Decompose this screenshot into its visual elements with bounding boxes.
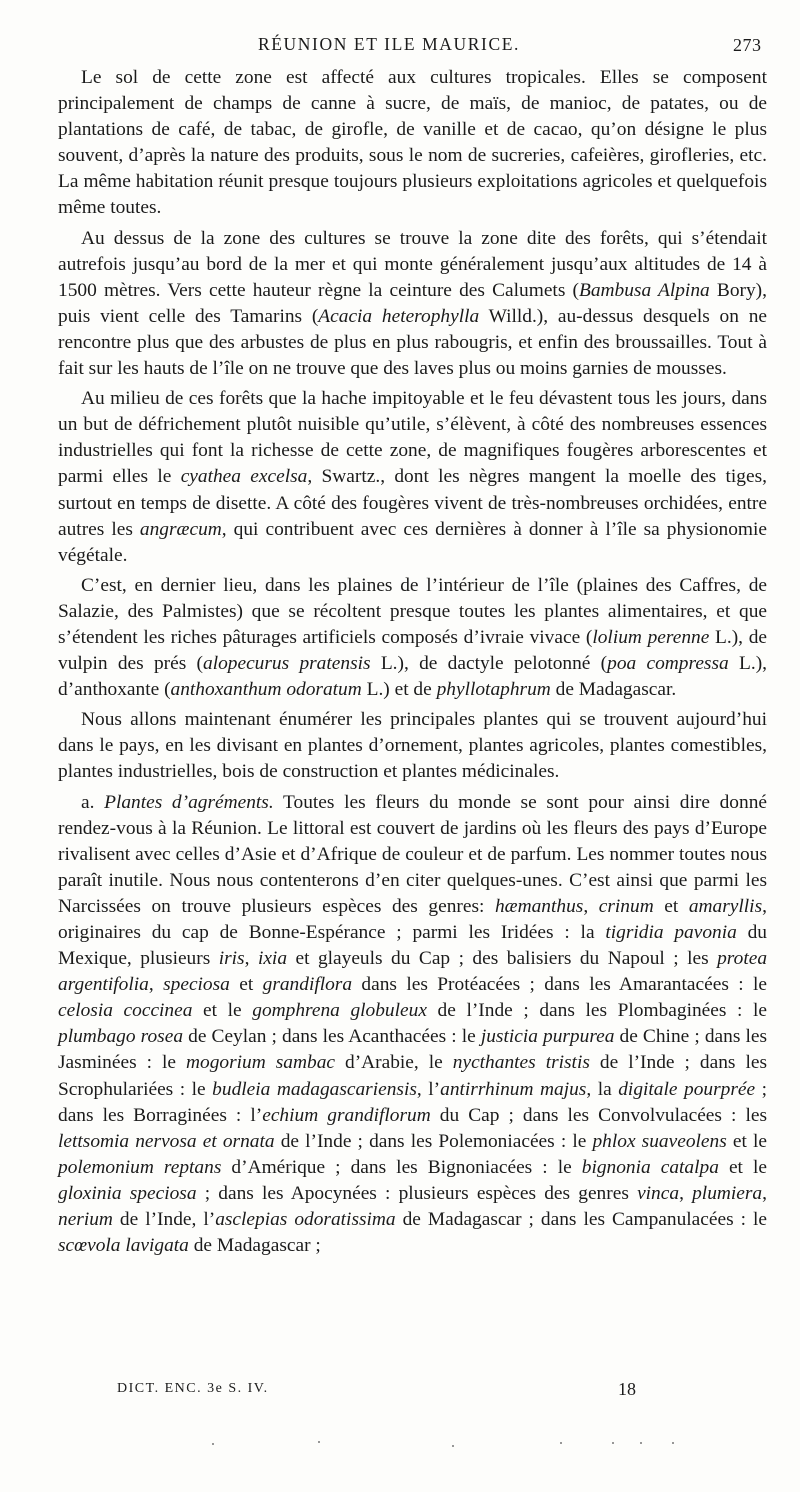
paragraph bbox=[58, 573, 767, 703]
text-run: , originaires du cap de Bonne-Espérance ; parmi les Iridées : la bbox=[58, 895, 767, 943]
text-run: de l’Inde, l’ bbox=[112, 1209, 216, 1231]
speck bbox=[212, 1443, 214, 1445]
text-run: L.) et de bbox=[361, 679, 437, 701]
italic-term: mogorium sambac bbox=[186, 1052, 335, 1074]
italic-term: grandiflora bbox=[262, 974, 353, 996]
italic-term: asclepias odoratissima bbox=[215, 1209, 396, 1231]
speck bbox=[672, 1442, 674, 1444]
text-run: et bbox=[229, 974, 263, 996]
italic-term: angræcum bbox=[139, 518, 222, 540]
text-run: Willd.), au-dessus desquels on ne rencontre plus que des arbustes de plus en plus rabougris, et enfin des broussailles. Tout à fait sur les hauts de l’île on ne trouve que des laves plus ou moins garnies de mousses. bbox=[58, 305, 767, 380]
italic-term: plumiera bbox=[692, 1182, 763, 1204]
italic-term: ixia bbox=[257, 948, 288, 970]
italic-term: antirrhinum majus bbox=[440, 1078, 587, 1100]
text-run: de Chine ; dans les Jasminées : le bbox=[58, 1026, 767, 1074]
speck bbox=[612, 1442, 614, 1444]
italic-term: vinca bbox=[637, 1182, 680, 1204]
text-run: du Mexique, plusieurs bbox=[58, 922, 768, 970]
speck bbox=[560, 1442, 562, 1444]
paragraph bbox=[58, 790, 767, 1260]
text-run: , bbox=[679, 1182, 693, 1204]
italic-term: gloxinia speciosa bbox=[58, 1182, 197, 1204]
text-run: , bbox=[583, 895, 599, 917]
text-run: de l’Inde ; dans les Polemoniacées : le bbox=[274, 1130, 593, 1152]
text-run: de Ceylan ; dans les Acanthacées : le bbox=[183, 1026, 481, 1048]
italic-term: lettsomia nervosa et ornata bbox=[58, 1130, 275, 1152]
text-run: d’Amérique ; dans les Bignoniacées : le bbox=[221, 1156, 582, 1178]
text-run: d’Arabie, le bbox=[335, 1052, 453, 1074]
italic-term: digitale pourprée bbox=[618, 1078, 756, 1100]
text-run: du Cap ; dans les Convolvulacées : les bbox=[430, 1104, 767, 1126]
italic-term: tigridia pavonia bbox=[605, 922, 737, 943]
text-run: et glayeuls du Cap ; des balisiers du Napoul ; les bbox=[287, 948, 718, 970]
text-run: , bbox=[244, 948, 258, 970]
italic-term: Bambusa Alpina bbox=[579, 279, 710, 301]
italic-term: protea argentifolia bbox=[58, 948, 768, 996]
text-run: Nous allons maintenant énumérer les principales plantes qui se trouvent aujourd’hui dans le pays, en les divisant en plantes d’ornement, plantes agricoles, plantes comestibles, plantes industrielles, bois de construction et plantes médicinales. bbox=[58, 709, 767, 783]
page-footer bbox=[0, 1381, 800, 1405]
text-run: L.), de vulpin des prés ( bbox=[58, 626, 767, 675]
text-run: ; dans les Apocynées : plusieurs espèces des genres bbox=[196, 1182, 638, 1204]
italic-term: scœvola lavigata bbox=[58, 1235, 189, 1257]
text-run: de l’Inde ; dans les Plombaginées : le bbox=[426, 1000, 768, 1022]
italic-term: nerium bbox=[58, 1209, 113, 1231]
text-run: Bory), puis vient celle des Tamarins ( bbox=[58, 279, 767, 327]
italic-term: Acacia heterophylla bbox=[318, 305, 480, 327]
text-run: et le bbox=[726, 1130, 768, 1152]
text-run: et le bbox=[718, 1156, 767, 1178]
text-run: de Madagascar. bbox=[550, 679, 677, 701]
italic-term: crinum bbox=[598, 895, 654, 917]
text-run: L.), de dactyle pelotonné ( bbox=[370, 653, 608, 675]
signature-mark: DICT. ENC. 3e S. IV. bbox=[117, 1381, 269, 1396]
body-text bbox=[58, 65, 767, 1259]
italic-term: echium grandiflorum bbox=[262, 1104, 431, 1126]
running-header bbox=[0, 34, 800, 58]
paragraph bbox=[58, 226, 767, 383]
text-run: Au milieu de ces forêts que la hache impitoyable et le feu dévastent tous les jours, dans un but de défrichement plutôt nuisible qu’utile, s’élèvent, à côté des nombreuses essences industrielles qui font la richesse de cette zone, de magnifiques fougères arborescentes et parmi elles le bbox=[58, 388, 767, 488]
italic-term: bignonia catalpa bbox=[581, 1156, 719, 1178]
italic-term: polemonium reptans bbox=[58, 1156, 222, 1178]
italic-term: lolium perenne bbox=[592, 626, 710, 648]
text-run: de Madagascar ; dans les Campanulacées : le bbox=[395, 1209, 767, 1231]
italic-term: budleia madagascariensis bbox=[212, 1078, 417, 1100]
text-run: de l’Inde ; dans les Scrophulariées : le bbox=[58, 1052, 767, 1100]
text-run: dans les Protéacées ; dans les Amarantacées : le bbox=[352, 974, 767, 996]
speck bbox=[318, 1441, 320, 1443]
italic-term: speciosa bbox=[163, 974, 230, 996]
text-run: , bbox=[148, 974, 164, 996]
italic-term: anthoxanthum odoratum bbox=[170, 679, 362, 701]
italic-term: hæmanthus bbox=[494, 895, 584, 917]
text-run: Au dessus de la zone des cultures se trouve la zone dite des forêts, qui s’étendait autrefois jusqu’au bord de la mer et qui monte généralement jusqu’aux altitudes de 14 à 1500 mètres. Vers cette hauteur règne la ceinture des Calumets ( bbox=[58, 227, 767, 301]
italic-term: phyllotaphrum bbox=[436, 679, 551, 701]
text-run: a. bbox=[81, 791, 105, 813]
italic-term: gomphrena globuleux bbox=[252, 1000, 427, 1022]
text-run: , bbox=[762, 1182, 767, 1204]
text-run: ; dans les Borraginées : l’ bbox=[58, 1078, 767, 1126]
text-run: et bbox=[653, 895, 689, 917]
text-run: Le sol de cette zone est affecté aux cultures tropicales. Elles se composent principalement de champs de canne à sucre, de maïs, de manioc, de patates, ou de plantations de café, de tabac, de girofle, de vanille et de cacao, qu’on désigne le plus souvent, d’après la nature des produits, sous le nom de sucreries, cafeières, girofleries, etc. La même habitation réunit presque toujours plusieurs exploitations agricoles et quelquefois même toutes. bbox=[58, 67, 767, 219]
paper-specks bbox=[0, 1435, 800, 1465]
signature-number: 18 bbox=[618, 1379, 636, 1399]
italic-term: alopecurus pratensis bbox=[203, 653, 371, 675]
paragraph bbox=[58, 65, 767, 222]
italic-term: celosia coccinea bbox=[58, 1000, 193, 1022]
speck bbox=[452, 1445, 454, 1447]
text-run: , l’ bbox=[416, 1078, 441, 1100]
italic-term: iris bbox=[218, 948, 245, 970]
italic-term: cyathea excelsa bbox=[180, 466, 308, 488]
text-run: L.), d’anthoxante ( bbox=[58, 653, 768, 701]
page-number: 273 bbox=[733, 35, 762, 55]
speck bbox=[640, 1442, 642, 1444]
text-run: Toutes les fleurs du monde se sont pour ainsi dire donné rendez-vous à la Réunion. Le littoral est couvert de jardins où les fleurs des pays d’Europe rivalisent avec celles d’Asie et d’Afrique de couleur et de parfum. Les nommer toutes nous paraît inutile. Nous nous contenterons d’en citer quelques-unes. C’est ainsi que parmi les Narcissées on trouve plusieurs espèces des genres: bbox=[58, 791, 767, 917]
italic-term: justicia purpurea bbox=[480, 1026, 615, 1048]
running-title: RÉUNION ET ILE MAURICE. bbox=[258, 34, 521, 54]
paragraph bbox=[58, 386, 767, 569]
italic-term: plumbago rosea bbox=[58, 1026, 184, 1048]
text-run: , qui contribuent avec ces dernières à donner à l’île sa physionomie végétale. bbox=[58, 518, 767, 566]
text-run: , Swartz., dont les nègres mangent la moelle des tiges, surtout en temps de disette. A côté des fougères vivent de très-nombreuses orchidées, entre autres les bbox=[58, 466, 767, 540]
italic-term: Plantes d’agréments. bbox=[104, 791, 274, 813]
italic-term: poa compressa bbox=[607, 653, 729, 675]
text-run: et le bbox=[192, 1000, 253, 1022]
paragraph bbox=[58, 707, 767, 785]
italic-term: phlox suaveolens bbox=[592, 1130, 727, 1152]
italic-term: nycthantes tristis bbox=[452, 1052, 590, 1074]
text-run: C’est, en dernier lieu, dans les plaines de l’intérieur de l’île (plaines des Caffres, de Salazie, des Palmistes) que se récoltent presque toutes les plantes alimentaires, et que s’étendent les riches pâturages artificiels composés d’ivraie vivace ( bbox=[58, 574, 767, 648]
text-run: de Madagascar ; bbox=[188, 1235, 321, 1257]
italic-term: amaryllis bbox=[688, 895, 763, 917]
text-run: , la bbox=[586, 1078, 619, 1100]
